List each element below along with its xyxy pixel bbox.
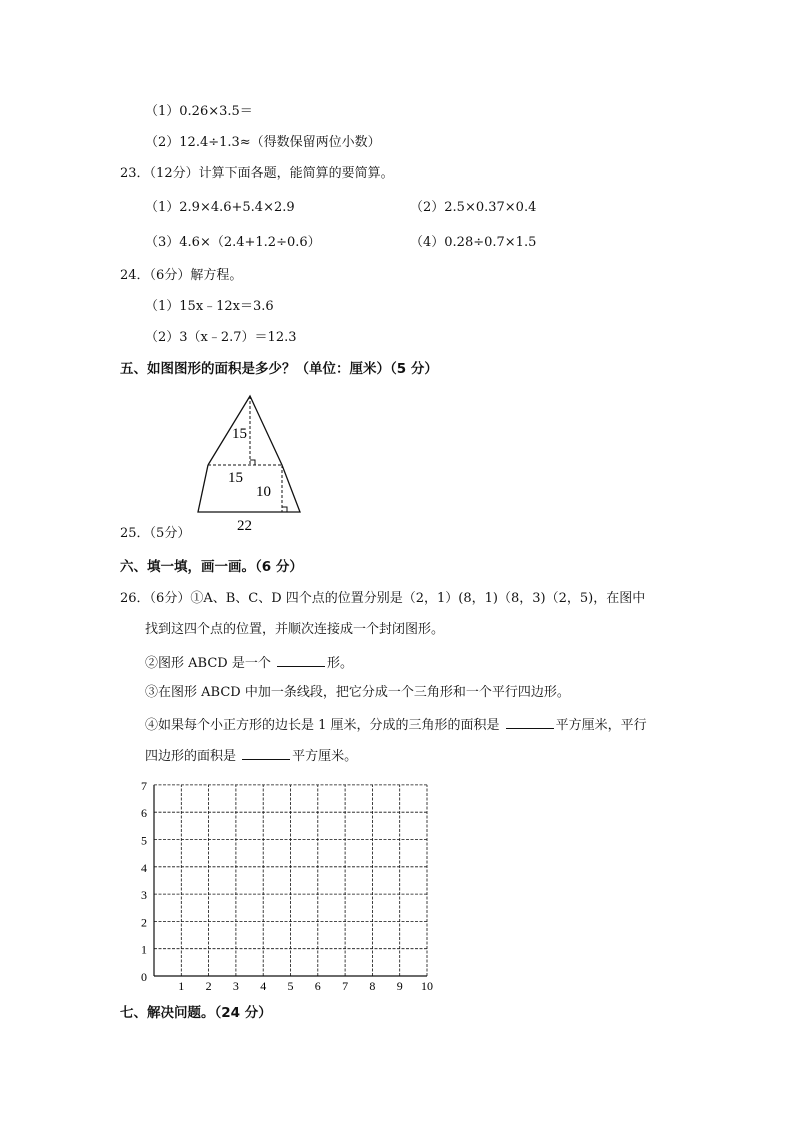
label-triangle-height: 15	[232, 426, 247, 442]
q26-part-4c-text: 四边形的面积是	[145, 749, 241, 764]
y-tick-label: 1	[141, 942, 147, 957]
y-tick-label: 4	[141, 860, 147, 875]
x-tick-label: 3	[232, 979, 239, 993]
q26-line-1: 26．（6分）①A、B、C、D 四个点的位置分别是（2，1）(8，1)（8，3)（2，5)，在图中	[120, 591, 646, 606]
q23-title: 23．（12分）计算下面各题，能简算的要简算。	[120, 166, 394, 181]
q23-item-4: （4）0.28÷0.7×1.5	[410, 235, 537, 250]
q23-item-3: （3）4.6×（2.4+1.2÷0.6）	[145, 235, 321, 250]
q22-item-1: （1）0.26×3.5＝	[145, 104, 253, 119]
q26-part-2-text: ②图形 ABCD 是一个	[145, 656, 275, 671]
answer-blank-shape[interactable]	[277, 654, 325, 667]
y-tick-label: 7	[141, 778, 147, 793]
answer-blank-parallelogram-area[interactable]	[242, 747, 290, 760]
x-tick-label: 9	[396, 979, 403, 993]
q23-item-1: （1）2.9×4.6+5.4×2.9	[145, 200, 295, 215]
right-angle-mark-bottom	[282, 507, 287, 512]
section-6-heading: 六、填一填，画一画。（6 分）	[120, 559, 303, 575]
x-tick-label: 6	[314, 979, 321, 993]
q26-part-4-continued	[145, 747, 357, 765]
x-tick-label: 5	[287, 979, 294, 993]
y-tick-label: 6	[141, 806, 147, 821]
right-angle-mark-top	[250, 460, 255, 465]
label-triangle-base: 15	[228, 470, 243, 486]
x-tick-label: 1	[178, 979, 185, 993]
q24-item-2: （2）3（x﹣2.7）＝12.3	[145, 330, 297, 345]
label-trapezoid-height: 10	[256, 484, 271, 500]
q26-part-2-suffix: 形。	[326, 656, 353, 671]
y-tick-label: 0	[141, 970, 147, 984]
y-tick-label: 3	[141, 888, 147, 903]
section-7-heading: 七、解决问题。（24 分）	[120, 1005, 272, 1021]
y-tick-label: 2	[141, 915, 147, 930]
q26-part-4-text: ④如果每个小正方形的边长是 1 厘米，分成的三角形的面积是	[145, 718, 504, 733]
q23-item-2: （2）2.5×0.37×0.4	[410, 200, 537, 215]
x-tick-label: 8	[369, 979, 376, 993]
x-tick-label: 10	[421, 979, 433, 993]
q26-line-2: 找到这四个点的位置，并顺次连接成一个封闭图形。	[145, 622, 445, 637]
q26-part-3: ③在图形 ABCD 中加一条线段，把它分成一个三角形和一个平行四边形。	[145, 685, 570, 700]
composite-figure	[190, 390, 315, 530]
q25-number: 25．（5分）	[120, 526, 191, 541]
q26-part-4-suffix: 平方厘米，平行	[555, 718, 647, 733]
section-5-heading: 五、如图图形的面积是多少？（单位：厘米）（5 分）	[120, 361, 438, 377]
q26-part-4d-text: 平方厘米。	[292, 749, 358, 764]
coordinate-grid[interactable]	[138, 770, 443, 995]
x-tick-label: 2	[205, 979, 212, 993]
label-trapezoid-bottom: 22	[237, 518, 252, 530]
answer-blank-triangle-area[interactable]	[506, 716, 554, 729]
figure-outline	[198, 396, 300, 512]
x-tick-label: 7	[342, 979, 349, 993]
x-tick-label: 4	[260, 979, 267, 993]
y-tick-label: 5	[141, 833, 147, 848]
q24-item-1: （1）15x﹣12x＝3.6	[145, 299, 274, 314]
q26-part-2	[145, 654, 353, 672]
q22-item-2: （2）12.4÷1.3≈（得数保留两位小数）	[145, 135, 381, 150]
q26-part-4	[145, 716, 647, 734]
q24-title: 24．（6分）解方程。	[120, 268, 243, 283]
